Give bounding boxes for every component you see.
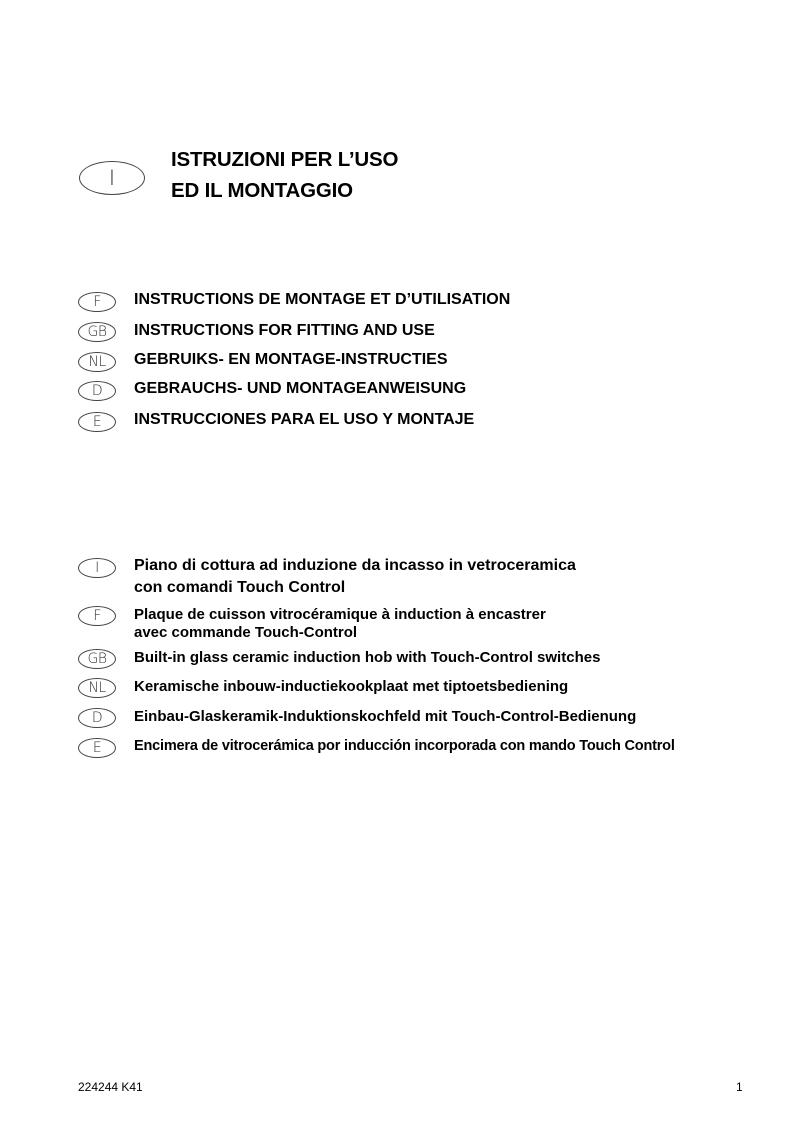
- language-title-f: INSTRUCTIONS DE MONTAGE ET D’UTILISATION: [134, 291, 511, 308]
- language-title-d: GEBRAUCHS- UND MONTAGEANWEISUNG: [134, 380, 467, 397]
- language-badge-nl: NL: [78, 352, 116, 372]
- language-title-nl: GEBRUIKS- EN MONTAGE-INSTRUCTIES: [134, 351, 448, 368]
- document-title-line1: ISTRUZIONI PER L’USO: [171, 148, 399, 171]
- language-title-e: INSTRUCCIONES PARA EL USO Y MONTAJE: [134, 411, 475, 428]
- description-e: Encimera de vitrocerámica por inducción incorporada con mando Touch Control: [134, 738, 675, 754]
- description-nl: Keramische inbouw-inductiekookplaat met tiptoetsbediening: [134, 678, 569, 695]
- description-badge-it: I: [78, 558, 116, 578]
- document-title-line2: ED IL MONTAGGIO: [171, 179, 353, 202]
- language-badge-it: [79, 161, 145, 195]
- description-it-line1: Piano di cottura ad induzione da incasso in vetroceramica: [134, 557, 576, 574]
- description-f-line2: avec commande Touch-Control: [134, 624, 358, 641]
- language-title-gb: INSTRUCTIONS FOR FITTING AND USE: [134, 322, 435, 339]
- description-it-line2: con comandi Touch Control: [134, 579, 346, 596]
- description-badge-e: E: [78, 738, 116, 758]
- description-badge-nl: NL: [78, 678, 116, 698]
- description-d: Einbau-Glaskeramik-Induktionskochfeld mit Touch-Control-Bedienung: [134, 708, 637, 725]
- language-code: I: [108, 166, 116, 190]
- description-f-line1: Plaque de cuisson vitrocéramique à induction à encastrer: [134, 606, 546, 623]
- description-gb: Built-in glass ceramic induction hob with Touch-Control switches: [134, 649, 601, 666]
- description-badge-gb: GB: [78, 649, 116, 669]
- language-badge-gb: GB: [78, 322, 116, 342]
- description-badge-d: D: [78, 708, 116, 728]
- language-badge-e: E: [78, 412, 116, 432]
- page-number: 1: [736, 1080, 743, 1094]
- description-badge-f: F: [78, 606, 116, 626]
- language-badge-d: D: [78, 381, 116, 401]
- language-badge-f: F: [78, 292, 116, 312]
- document-code: 224244 K41: [78, 1080, 143, 1094]
